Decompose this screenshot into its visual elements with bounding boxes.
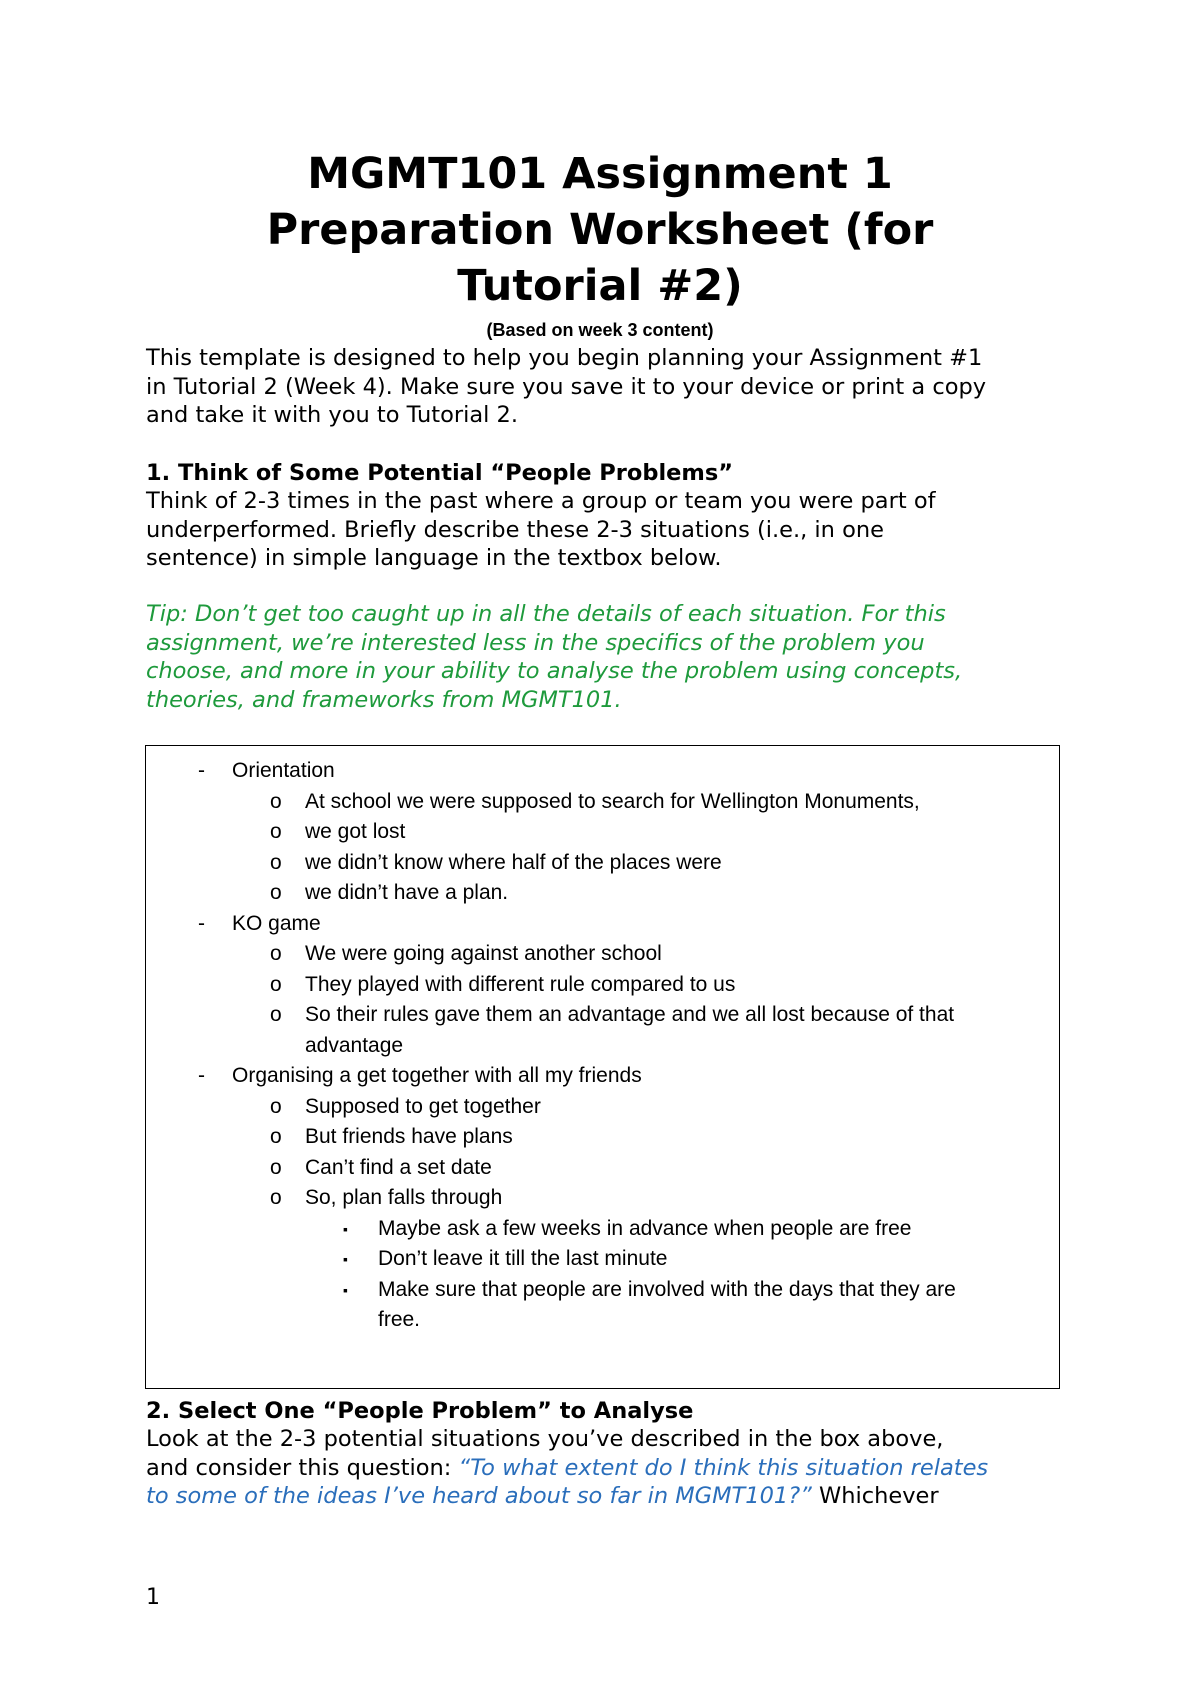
list-item-label: Don’t leave it till the last minute	[378, 1247, 668, 1270]
list-item-label: we got lost	[305, 820, 406, 843]
list-item-label: Maybe ask a few weeks in advance when people are free	[378, 1216, 912, 1240]
circle-bullet: o	[270, 972, 282, 996]
list-item	[146, 909, 1059, 940]
list-item	[146, 1061, 1059, 1092]
list-item-label: So, plan falls through	[305, 1186, 503, 1209]
page-number: 1	[146, 1585, 160, 1610]
list-item-continuation	[146, 1305, 1059, 1336]
tip-line: Tip: Don’t get too caught up in all the details of each situation. For this	[146, 601, 946, 627]
page-title	[100, 146, 1100, 314]
intro-line: This template is designed to help you begin planning your Assignment #1	[146, 345, 983, 371]
circle-bullet: o	[270, 1186, 282, 1209]
square-bullet: ▪	[343, 1251, 348, 1267]
situations-textbox[interactable]	[145, 745, 1060, 1389]
section2-line	[146, 1454, 1066, 1483]
section1-description	[146, 487, 1066, 573]
subtitle: (Based on week 3 content)	[486, 320, 714, 340]
list-item	[146, 817, 1059, 848]
circle-bullet: o	[270, 789, 282, 813]
tip-line: theories, and frameworks from MGMT101.	[146, 686, 622, 713]
list-item-label: we didn’t know where half of the places were	[305, 850, 722, 874]
list-item-label: KO game	[232, 911, 321, 935]
section2-line	[146, 1482, 1066, 1511]
list-item-label: Can’t find a set date	[305, 1155, 492, 1179]
circle-bullet: o	[270, 1155, 282, 1179]
dash-bullet: -	[198, 759, 205, 782]
square-bullet: ▪	[343, 1220, 348, 1237]
list-item-label: Orientation	[232, 759, 335, 782]
list-item	[146, 1122, 1059, 1153]
circle-bullet: o	[270, 1125, 282, 1148]
dash-bullet: -	[198, 911, 205, 935]
list-item-label: So their rules gave them an advantage and we all lost because of that	[305, 1003, 955, 1026]
tip-line: assignment, we’re interested less in the specifics of the problem you	[146, 629, 925, 656]
list-item-continuation	[146, 1031, 1059, 1062]
list-item	[146, 1153, 1059, 1184]
section2-line: Look at the 2-3 potential situations you’ve described in the box above,	[146, 1426, 944, 1452]
circle-bullet: o	[270, 1094, 282, 1118]
circle-bullet: o	[270, 1003, 282, 1026]
section1-line: sentence) in simple language in the textbox below.	[146, 545, 722, 571]
list-item-label: At school we were supposed to search for Wellington Monuments,	[305, 789, 920, 813]
intro-line: in Tutorial 2 (Week 4). Make sure you save it to your device or print a copy	[146, 373, 987, 400]
list-item	[146, 756, 1059, 787]
section1-line: underperformed. Briefly describe these 2-3 situations (i.e., in one	[146, 516, 884, 543]
list-item	[146, 787, 1059, 818]
list-item-label: Make sure that people are involved with the days that they are	[378, 1277, 956, 1301]
title-line: MGMT101 Assignment 1	[307, 149, 893, 199]
circle-bullet: o	[270, 850, 282, 874]
situations-list	[146, 756, 1059, 1336]
list-item	[146, 1214, 1059, 1245]
dash-bullet: -	[198, 1064, 205, 1087]
section2-text: Whichever	[811, 1483, 939, 1509]
section1-heading: 1. Think of Some Potential “People Problems”	[146, 460, 734, 486]
section2-text: and consider this question:	[146, 1454, 459, 1481]
title-line: Preparation Worksheet (for	[266, 205, 934, 255]
list-item	[146, 1275, 1059, 1306]
list-item-label: free.	[378, 1308, 421, 1331]
list-item-label: But friends have plans	[305, 1125, 513, 1148]
list-item	[146, 1244, 1059, 1275]
list-item-label: We were going against another school	[305, 942, 662, 965]
list-item	[146, 939, 1059, 970]
circle-bullet: o	[270, 820, 282, 843]
list-item	[146, 1000, 1059, 1031]
section2-quote: “To what extent do I think this situation relates	[458, 1454, 989, 1481]
title-line: Tutorial #2)	[457, 261, 743, 311]
list-item	[146, 1092, 1059, 1123]
list-item-label: They played with different rule compared to us	[305, 972, 736, 996]
list-item-label: advantage	[305, 1033, 404, 1057]
list-item-label: we didn’t have a plan.	[305, 881, 509, 904]
square-bullet: ▪	[343, 1281, 348, 1298]
section2-description	[146, 1425, 1066, 1511]
circle-bullet: o	[270, 881, 282, 904]
list-item	[146, 878, 1059, 909]
intro-paragraph	[146, 344, 1066, 430]
section2-heading: 2. Select One “People Problem” to Analyse	[146, 1398, 694, 1424]
list-item-label: Organising a get together with all my friends	[232, 1064, 642, 1087]
tip-line: choose, and more in your ability to analyse the problem using concepts,	[146, 658, 963, 684]
tip-paragraph	[146, 600, 1066, 714]
list-item	[146, 848, 1059, 879]
section1-line: Think of 2-3 times in the past where a group or team you were part of	[146, 488, 936, 514]
list-item	[146, 1183, 1059, 1214]
intro-line: and take it with you to Tutorial 2.	[146, 402, 518, 428]
circle-bullet: o	[270, 942, 282, 965]
list-item	[146, 970, 1059, 1001]
section2-quote: to some of the ideas I’ve heard about so far in MGMT101?”	[146, 1483, 812, 1509]
list-item-label: Supposed to get together	[305, 1094, 541, 1118]
